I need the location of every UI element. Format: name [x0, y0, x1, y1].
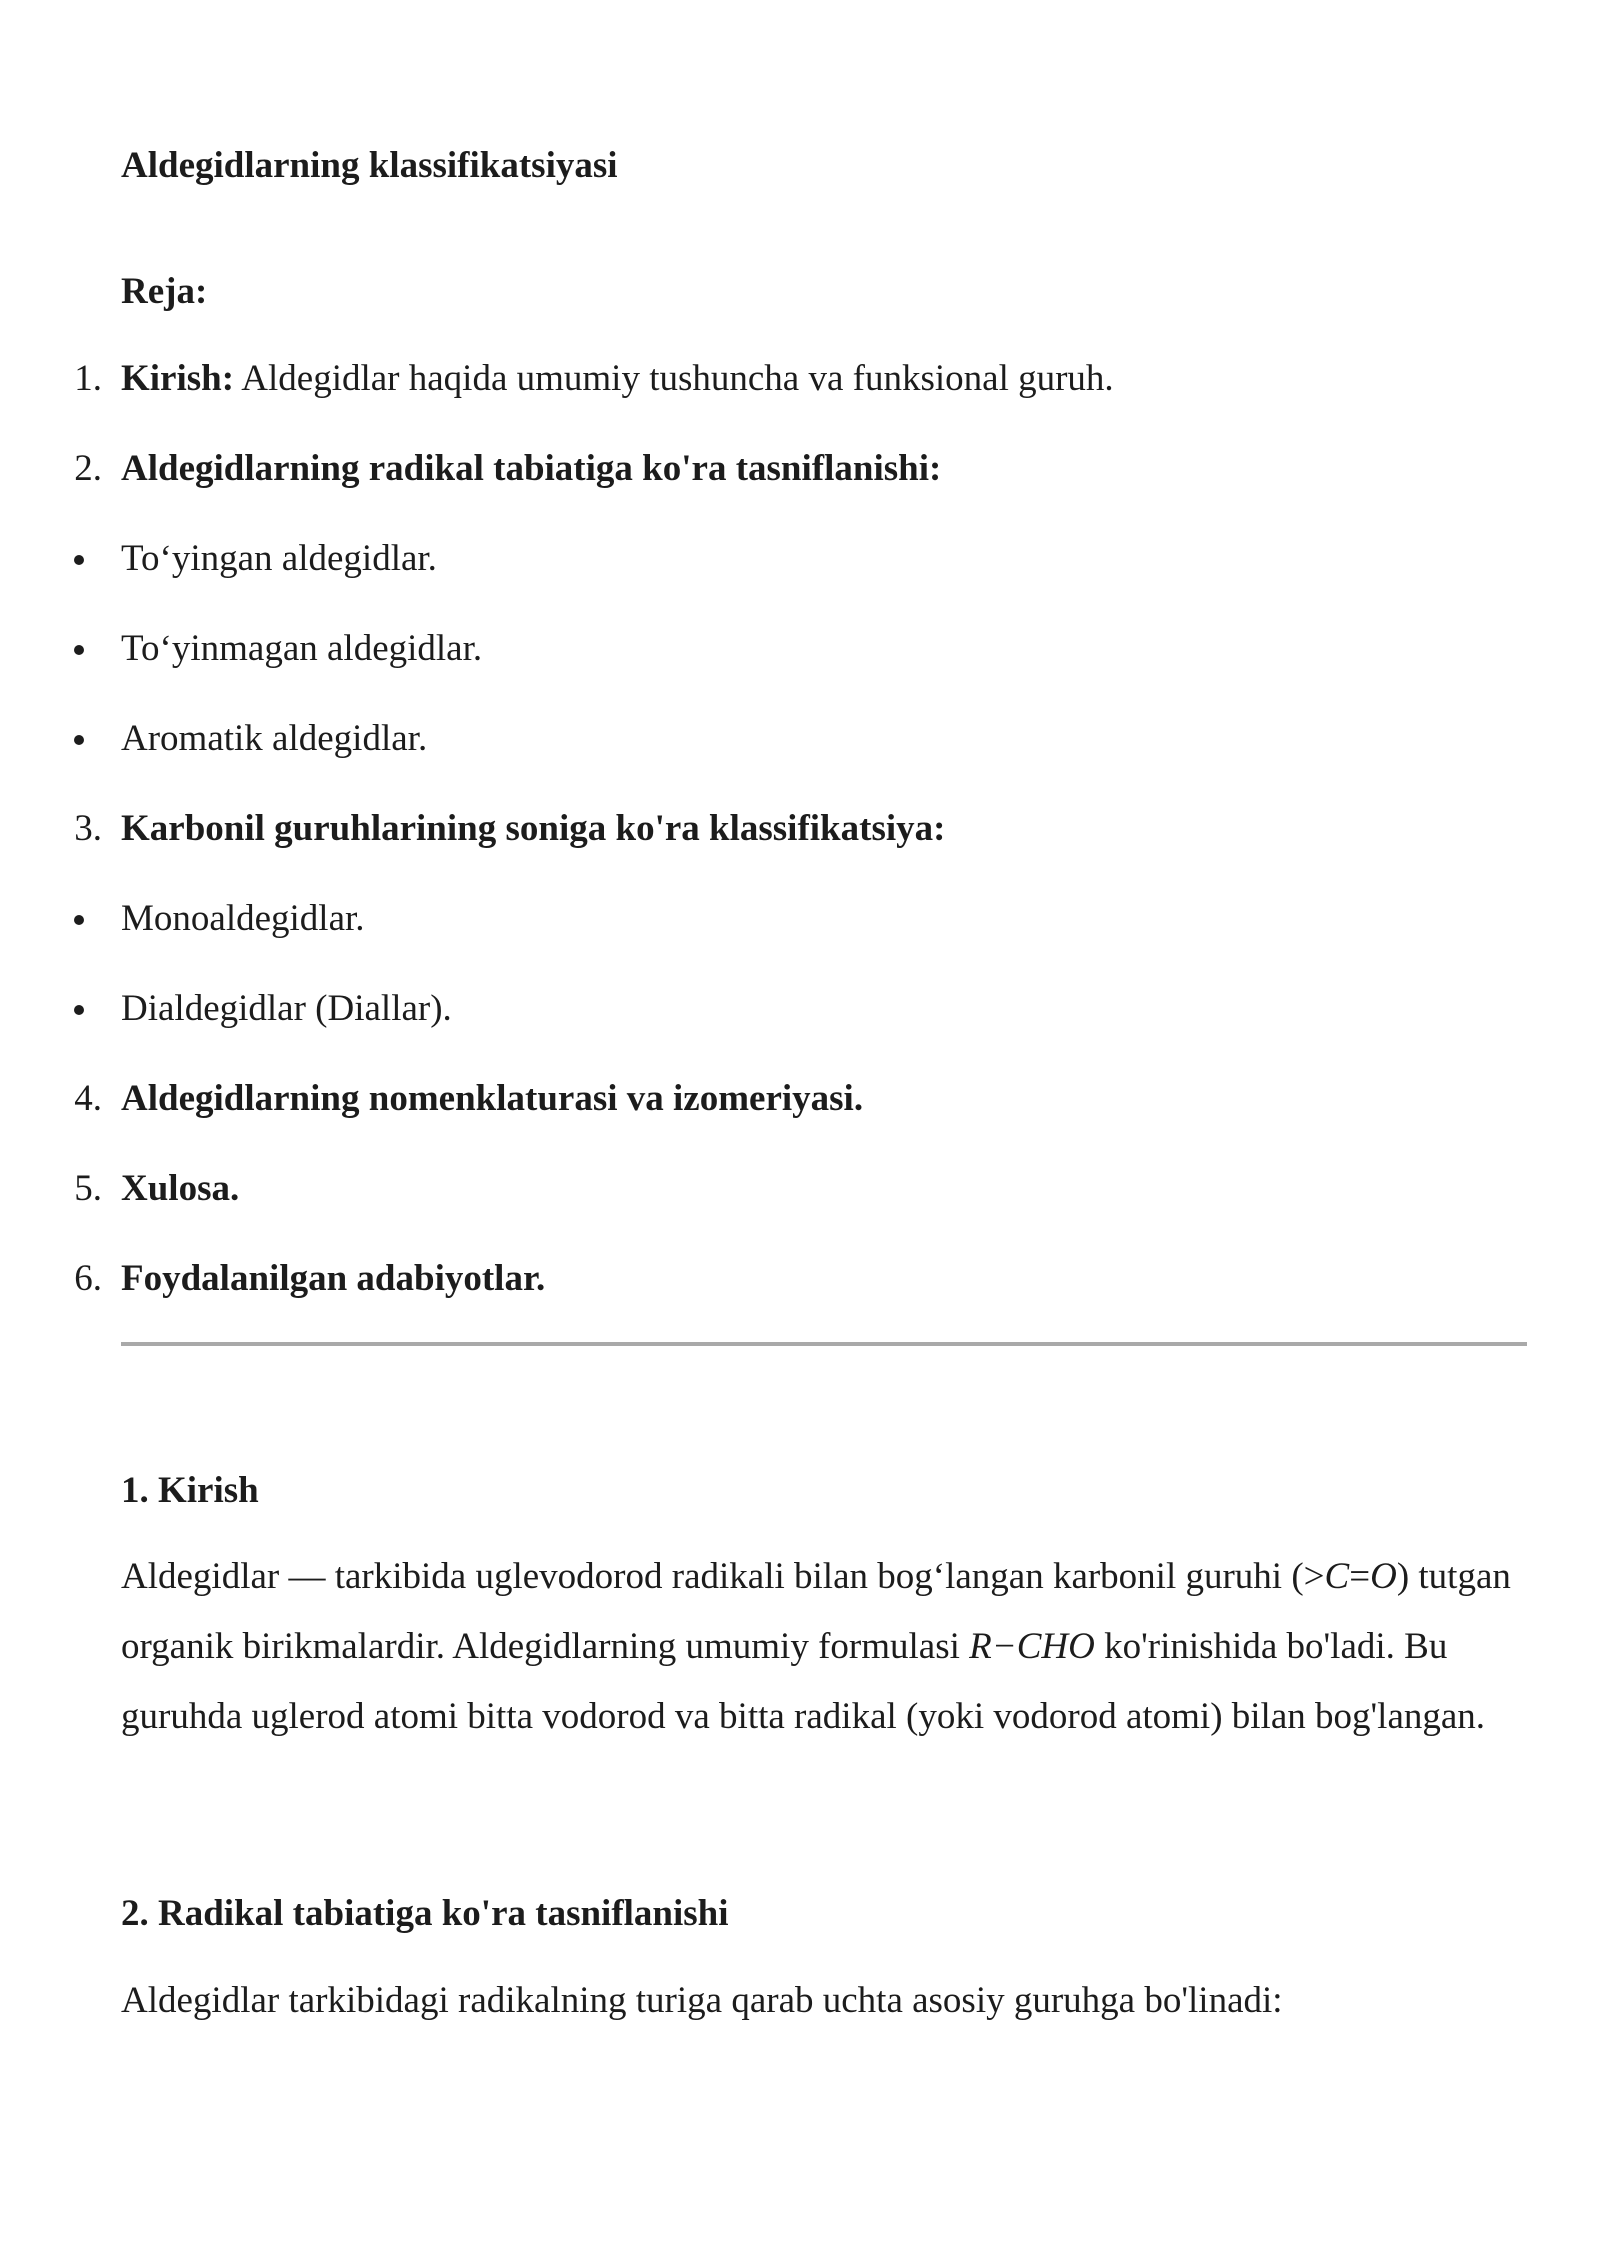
formula-symbol: O	[1370, 1556, 1397, 1597]
radical-paragraph: Aldegidlar tarkibidagi radikalning turiga qarab uchta asosiy guruhga bo'linadi:	[121, 1980, 1283, 2021]
bullet-dot	[74, 915, 84, 925]
section-heading-intro: 1. Kirish	[121, 1470, 259, 1511]
document-title: Aldegidlarning klassifikatsiyasi	[121, 145, 618, 186]
formula-general: R−CHO	[969, 1626, 1095, 1667]
bullet-dot	[74, 555, 84, 565]
list-number: 3.	[74, 808, 102, 849]
sub-item: Monoaldegidlar.	[121, 898, 365, 939]
plan-heading: Reja:	[121, 271, 208, 312]
section-heading-radical: 2. Radikal tabiatiga ko'ra tasniflanishi	[121, 1893, 729, 1934]
bullet-dot	[74, 1005, 84, 1015]
list-number: 1.	[74, 358, 102, 399]
paragraph-text: Aldegidlar — tarkibida uglevodorod radikali bilan bog‘langan karbonil guruhi (>	[121, 1556, 1325, 1597]
formula-symbol: =	[1349, 1556, 1371, 1597]
list-number: 5.	[74, 1168, 102, 1209]
list-number: 2.	[74, 448, 102, 489]
paragraph-text: ko'rinishida bo'ladi. Bu guruhda uglerod atomi bitta vodorod va bitta radikal (yoki vodorod atomi) bilan bog'langan.	[121, 1626, 1486, 1737]
plan-item-text: Aldegidlar haqida umumiy tushuncha va funksional guruh.	[234, 358, 1114, 399]
paragraph-text: ) tutgan organik birikmalardir. Aldegidlarning umumiy formulasi	[121, 1556, 1511, 1667]
bullet-dot	[74, 645, 84, 655]
formula-symbol: C	[1324, 1556, 1350, 1597]
plan-item-intro	[121, 357, 1114, 401]
plan-item-references: Foydalanilgan adabiyotlar.	[121, 1258, 546, 1299]
list-number: 6.	[74, 1258, 102, 1299]
plan-item-conclusion: Xulosa.	[121, 1168, 240, 1209]
sub-item: To‘yinmagan aldegidlar.	[121, 628, 483, 669]
list-number: 4.	[74, 1078, 102, 1119]
intro-paragraph	[121, 1542, 1541, 1752]
bullet-dot	[74, 735, 84, 745]
plan-item-carbonyl: Karbonil guruhlarining soniga ko'ra klassifikatsiya:	[121, 808, 946, 849]
plan-item-radical: Aldegidlarning radikal tabiatiga ko'ra tasniflanishi:	[121, 448, 942, 489]
sub-item: Dialdegidlar (Diallar).	[121, 988, 452, 1029]
sub-item: Aromatik aldegidlar.	[121, 718, 428, 759]
horizontal-divider	[121, 1342, 1527, 1346]
sub-item: To‘yingan aldegidlar.	[121, 538, 437, 579]
plan-item-nomenclature: Aldegidlarning nomenklaturasi va izomeriyasi.	[121, 1078, 864, 1119]
plan-item-label: Kirish:	[121, 358, 235, 399]
